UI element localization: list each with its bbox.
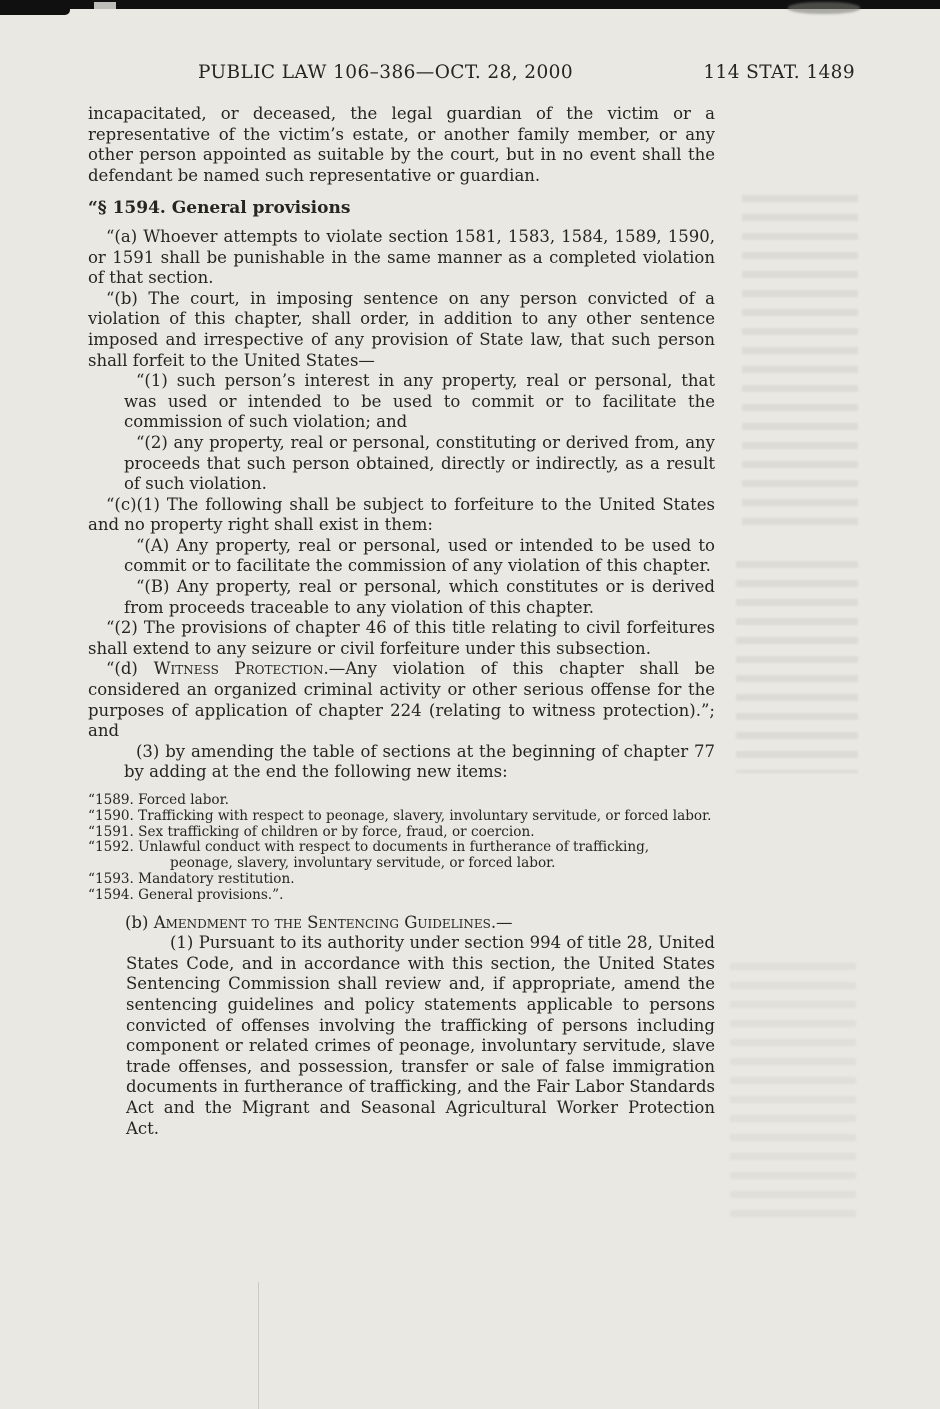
table-of-sections bbox=[88, 793, 715, 904]
paragraph-d-witness-protection bbox=[88, 659, 715, 741]
scan-edge-notch-artifact bbox=[94, 2, 116, 9]
paragraph-d-rest: .—Any violation of this chapter shall be considered an organized criminal activity or other serious offense for the purposes of application of chapter 224 (relating to witness protection).”; and bbox=[88, 659, 715, 741]
toc-item-1592: “1592. Unlawful conduct with respect to documents in furtherance of trafficking, peonage, slavery, involuntary servitude, or forced labor. bbox=[88, 839, 650, 872]
paragraph-c2: “(2) The provisions of chapter 46 of this title relating to civil forfeitures shall extend to any seizure or civil forfeiture under this subsection. bbox=[88, 618, 715, 658]
toc-item-1589: “1589. Forced labor. bbox=[88, 792, 229, 808]
amendment-dash: .— bbox=[490, 912, 513, 932]
subparagraph-A: “(A) Any property, real or personal, used or intended to be used to commit or to facilitate the commission of any violation of this chapter. bbox=[124, 535, 715, 576]
page-crease-artifact bbox=[258, 1282, 259, 1409]
subparagraph-2: “(2) any property, real or personal, constituting or derived from, any proceeds that such person obtained, directly or indirectly, as a result of such violation. bbox=[124, 432, 715, 494]
section-heading-1594: “§ 1594. General provisions bbox=[88, 198, 351, 219]
paragraph-c1: “(c)(1) The following shall be subject to forfeiture to the United States and no property right shall exist in them: bbox=[88, 494, 715, 535]
amendment-smallcaps: Amendment to the Sentencing Guidelines bbox=[153, 912, 491, 932]
page-header bbox=[88, 62, 855, 86]
toc-item-1594: “1594. General provisions.”. bbox=[88, 886, 284, 903]
amendment-prefix: (b) bbox=[125, 912, 154, 932]
document-body bbox=[88, 104, 715, 1139]
subparagraph-B: “(B) Any property, real or personal, which constitutes or is derived from proceeds traceable to any violation of this chapter. bbox=[124, 577, 715, 617]
scan-smudge-artifact bbox=[788, 2, 860, 14]
statute-page-number: 114 STAT. 1489 bbox=[703, 62, 855, 83]
paragraph-b: “(b) The court, in imposing sentence on any person convicted of a violation of this chapter, shall order, in addition to any other sentence imposed and irrespective of any provision of State law, that such person shall forfeit to the United States— bbox=[88, 288, 715, 370]
bleed-through-artifact bbox=[730, 960, 856, 1220]
paragraph-d-prefix: “(d) bbox=[106, 659, 154, 679]
paragraph-continuation: incapacitated, or deceased, the legal guardian of the victim or a representative of the victim’s estate, or another family member, or any other person appointed as suitable by the court, but in no event shall the defendant be named such representative or guardian. bbox=[88, 104, 715, 185]
subparagraph-1: “(1) such person’s interest in any property, real or personal, that was used or intended to be used to commit or to facilitate the commission of such violation; and bbox=[124, 371, 715, 432]
toc-item-1591: “1591. Sex trafficking of children or by force, fraud, or coercion. bbox=[88, 823, 535, 840]
toc-item-1590: “1590. Trafficking with respect to peonage, slavery, involuntary servitude, or forced labor. bbox=[88, 807, 712, 824]
paragraph-b-amendment-heading bbox=[88, 913, 715, 934]
paragraph-b1-pursuant: (1) Pursuant to its authority under section 994 of title 28, United States Code, and in accordance with this section, the United States Sentencing Commission shall review and, if appropriate, amend the sentencing guidelines and policy statements applicable to persons convicted of offenses involving the trafficking of persons including component or related crimes of peonage, involuntary servitude, slave trade offenses, and possession, transfer or sale of false immigration documents in furtherance of trafficking, and the Fair Labor Standards Act and the Migrant and Seasonal Agricultural Worker Protection Act. bbox=[126, 933, 715, 1138]
bleed-through-artifact bbox=[742, 192, 858, 527]
paragraph-3-amending-table: (3) by amending the table of sections at the beginning of chapter 77 by adding at the end the following new items: bbox=[124, 741, 715, 782]
toc-item-1593: “1593. Mandatory restitution. bbox=[88, 870, 295, 887]
bleed-through-artifact bbox=[736, 558, 858, 773]
running-head-law-title: PUBLIC LAW 106–386—OCT. 28, 2000 bbox=[198, 62, 573, 83]
scan-edge-corner-artifact bbox=[0, 0, 70, 15]
paragraph-a: “(a) Whoever attempts to violate section 1581, 1583, 1584, 1589, 1590, or 1591 shall be punishable in the same manner as a completed violation of that section. bbox=[88, 226, 715, 288]
paragraph-d-smallcaps: Witness Protection bbox=[153, 659, 324, 679]
